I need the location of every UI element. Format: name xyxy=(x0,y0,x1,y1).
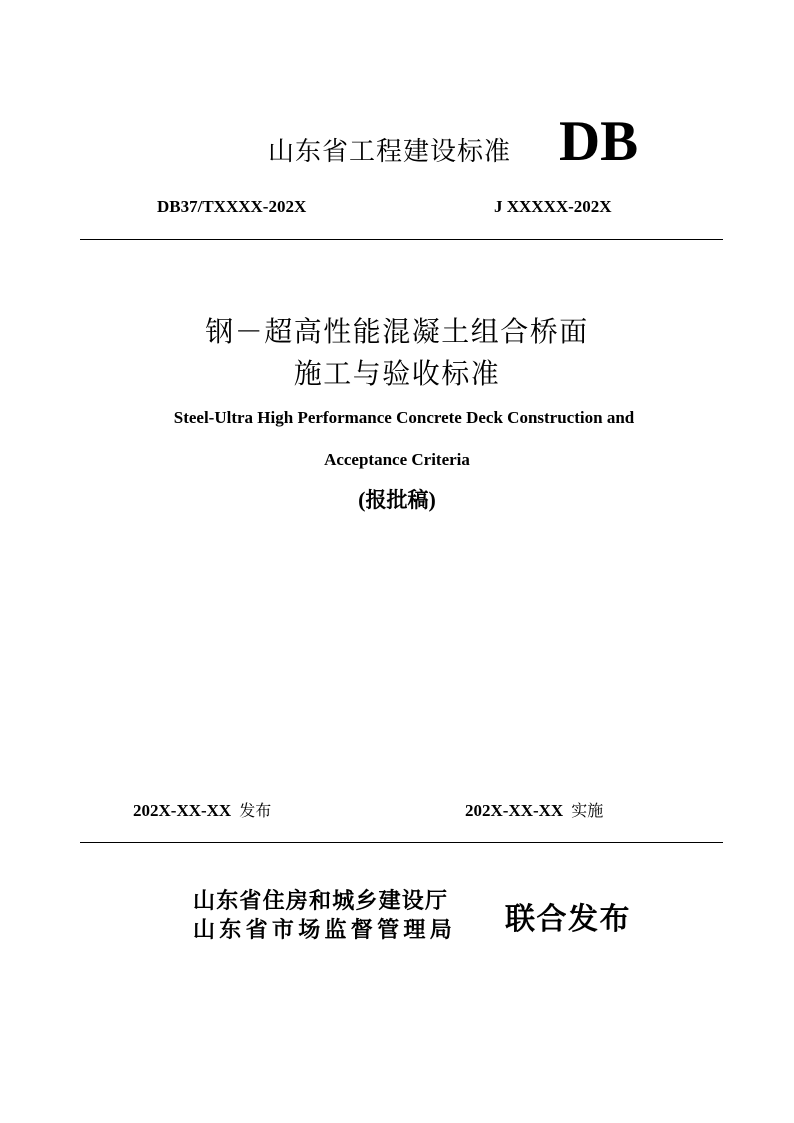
title-chinese-line-2: 施工与验收标准 xyxy=(293,357,501,390)
draft-status-text: 报批稿 xyxy=(365,488,429,512)
title-english-line-1: Steel-Ultra High Performance Concrete Deck Construction and xyxy=(173,408,635,427)
title-chinese-line-1: 钢－超高性能混凝土组合桥面 xyxy=(205,315,589,348)
effective-date-label: 实施 xyxy=(571,801,604,820)
title-english-line-2: Acceptance Criteria xyxy=(324,450,470,469)
top-divider xyxy=(80,239,723,240)
effective-date xyxy=(465,799,603,823)
draft-close-paren: ) xyxy=(428,487,436,512)
standard-series-heading: 山东省工程建设标准 xyxy=(268,137,512,167)
publish-date xyxy=(133,799,271,823)
draft-status-label xyxy=(0,485,794,515)
issuer-market-regulation-bureau: 山东省市场监督管理局 xyxy=(193,918,457,943)
bottom-divider xyxy=(80,842,723,843)
record-number-code: J XXXXX-202X xyxy=(494,197,612,216)
joint-release-label: 联合发布 xyxy=(505,902,631,937)
draft-open-paren: ( xyxy=(358,487,366,512)
publish-date-value: 202X-XX-XX xyxy=(133,801,232,820)
issuer-housing-department: 山东省住房和城乡建设厅 xyxy=(193,889,449,914)
effective-date-value: 202X-XX-XX xyxy=(465,801,564,820)
publish-date-label: 发布 xyxy=(239,801,272,820)
db-standard-mark: DB xyxy=(559,110,639,173)
local-standard-code: DB37/TXXXX-202X xyxy=(157,197,307,216)
